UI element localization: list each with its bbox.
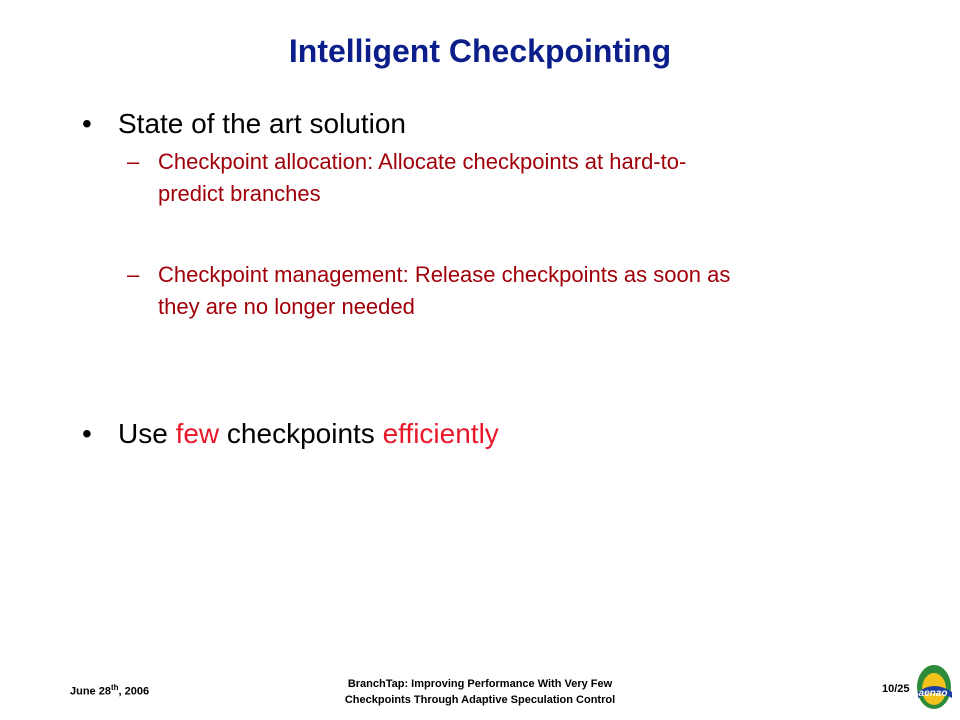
sub-bullet-text [158,146,838,210]
footer-date-main: June 28 [70,685,111,698]
sub-bullet-line: they are no longer needed [158,294,415,319]
sub-bullet-line: predict branches [158,181,321,206]
footer-paper-title [300,676,660,708]
sub-bullet-dash: – [127,262,140,287]
aenao-logo [910,662,956,712]
sub-bullet-text [158,259,838,323]
bullet-text-part: Use [118,418,176,449]
bullet-dot: • [82,418,92,449]
sub-bullet-dash: – [127,149,140,174]
footer-date [70,683,149,698]
bullet-state-of-art [82,108,406,140]
slide-title: Intelligent Checkpointing [288,33,672,69]
highlight-efficiently: efficiently [382,418,499,449]
bullet-dot: • [82,108,92,139]
bullet-use-few [82,418,499,450]
footer-title-line: BranchTap: Improving Performance With Very Few [347,678,613,690]
footer-date-sup: th [110,683,119,692]
logo-text: aenao [918,688,948,699]
sub-bullet-line: Checkpoint management: Release checkpoints as soon as [158,262,731,287]
highlight-few: few [175,418,220,449]
footer-title-line: Checkpoints Through Adaptive Speculation Control [344,694,616,706]
footer-date-year: , 2006 [118,685,150,698]
bullet-text-part: checkpoints [219,418,383,449]
page-number: 10/25 [882,683,910,695]
bullet-text: State of the art solution [118,108,406,139]
sub-bullet-line: Checkpoint allocation: Allocate checkpoints at hard-to- [158,149,687,174]
